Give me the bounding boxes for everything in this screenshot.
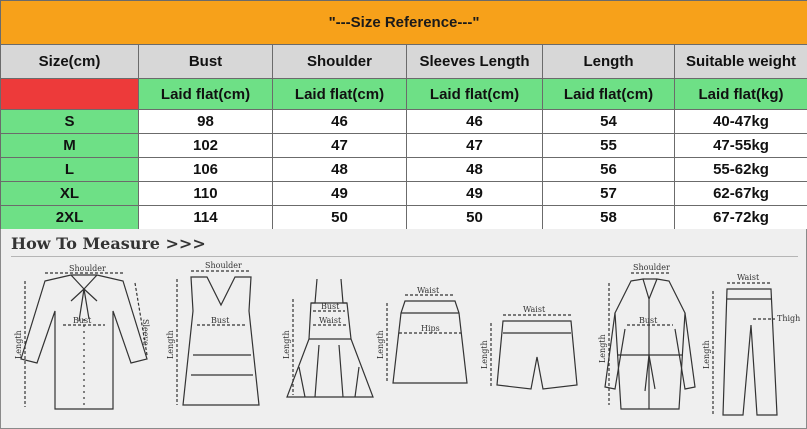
shoulder-cell: 50 — [273, 206, 407, 230]
length-label: Length — [166, 330, 175, 359]
table-row — [1, 206, 807, 230]
weight-cell: 62-67kg — [675, 182, 807, 206]
size-cell: L — [1, 158, 139, 182]
sleeve-label: Sleeve — [141, 319, 150, 346]
bust-label: Bust — [73, 316, 92, 325]
bust-cell: 106 — [139, 158, 273, 182]
chart-title: "---Size Reference---" — [1, 1, 807, 45]
table-row — [1, 158, 807, 182]
how-to-measure-title: How To Measure >>> — [11, 234, 206, 253]
bust-label: Bust — [639, 316, 658, 325]
length-label: Length — [376, 330, 385, 359]
shorts-illustration — [491, 315, 577, 389]
length-cell: 54 — [543, 110, 675, 134]
size-cell: M — [1, 134, 139, 158]
length-cell: 58 — [543, 206, 675, 230]
weight-cell: 55-62kg — [675, 158, 807, 182]
shoulder-label: Shoulder — [69, 264, 106, 273]
hips-label: Hips — [421, 324, 440, 333]
shoulder-label: Shoulder — [205, 261, 242, 270]
waist-label: Waist — [523, 305, 546, 314]
coat-illustration — [605, 273, 695, 409]
length-label: Length — [702, 340, 711, 369]
bust-cell: 110 — [139, 182, 273, 206]
size-cell: 2XL — [1, 206, 139, 230]
unit-swatch — [1, 79, 139, 110]
shoulder-cell: 48 — [273, 158, 407, 182]
header-bust: Bust — [139, 45, 273, 79]
waist-label: Waist — [417, 286, 440, 295]
header-row — [1, 45, 807, 79]
blouse-illustration — [21, 273, 147, 409]
length-label: Length — [14, 330, 23, 359]
bust-label: Bust — [321, 302, 340, 311]
sleeves-cell: 49 — [407, 182, 543, 206]
section-divider — [11, 256, 798, 257]
shoulder-cell: 49 — [273, 182, 407, 206]
sleeves-cell: 48 — [407, 158, 543, 182]
waist-label: Waist — [319, 316, 342, 325]
header-shoulder: Shoulder — [273, 45, 407, 79]
shoulder-cell: 47 — [273, 134, 407, 158]
header-length: Length — [543, 45, 675, 79]
sleeves-cell: 47 — [407, 134, 543, 158]
thigh-label: Thigh — [777, 314, 801, 323]
unit-row — [1, 79, 807, 110]
shoulder-label: Shoulder — [633, 263, 670, 272]
weight-cell: 40-47kg — [675, 110, 807, 134]
header-suitable-weight: Suitable weight — [675, 45, 807, 79]
length-cell: 55 — [543, 134, 675, 158]
size-cell: XL — [1, 182, 139, 206]
length-label: Length — [480, 340, 489, 369]
how-to-measure-section — [0, 229, 807, 429]
table-row — [1, 134, 807, 158]
table-row — [1, 110, 807, 134]
header-sleeves-length: Sleeves Length — [407, 45, 543, 79]
length-label: Length — [282, 330, 291, 359]
unit-length: Laid flat(cm) — [543, 79, 675, 110]
unit-bust: Laid flat(cm) — [139, 79, 273, 110]
size-cell: S — [1, 110, 139, 134]
weight-cell: 47-55kg — [675, 134, 807, 158]
header-size: Size(cm) — [1, 45, 139, 79]
trousers-illustration — [713, 283, 777, 415]
dress-illustration — [287, 279, 373, 397]
measurement-illustrations — [1, 259, 807, 429]
length-cell: 57 — [543, 182, 675, 206]
skirt-illustration — [387, 295, 467, 383]
bust-cell: 114 — [139, 206, 273, 230]
weight-cell: 67-72kg — [675, 206, 807, 230]
table-row — [1, 182, 807, 206]
unit-weight: Laid flat(kg) — [675, 79, 807, 110]
sleeves-cell: 46 — [407, 110, 543, 134]
shoulder-cell: 46 — [273, 110, 407, 134]
sleeves-cell: 50 — [407, 206, 543, 230]
waist-label: Waist — [737, 273, 760, 282]
tank-top-illustration — [177, 271, 259, 405]
unit-shoulder: Laid flat(cm) — [273, 79, 407, 110]
bust-cell: 102 — [139, 134, 273, 158]
unit-sleeves: Laid flat(cm) — [407, 79, 543, 110]
bust-label: Bust — [211, 316, 230, 325]
bust-cell: 98 — [139, 110, 273, 134]
length-cell: 56 — [543, 158, 675, 182]
length-label: Length — [598, 334, 607, 363]
